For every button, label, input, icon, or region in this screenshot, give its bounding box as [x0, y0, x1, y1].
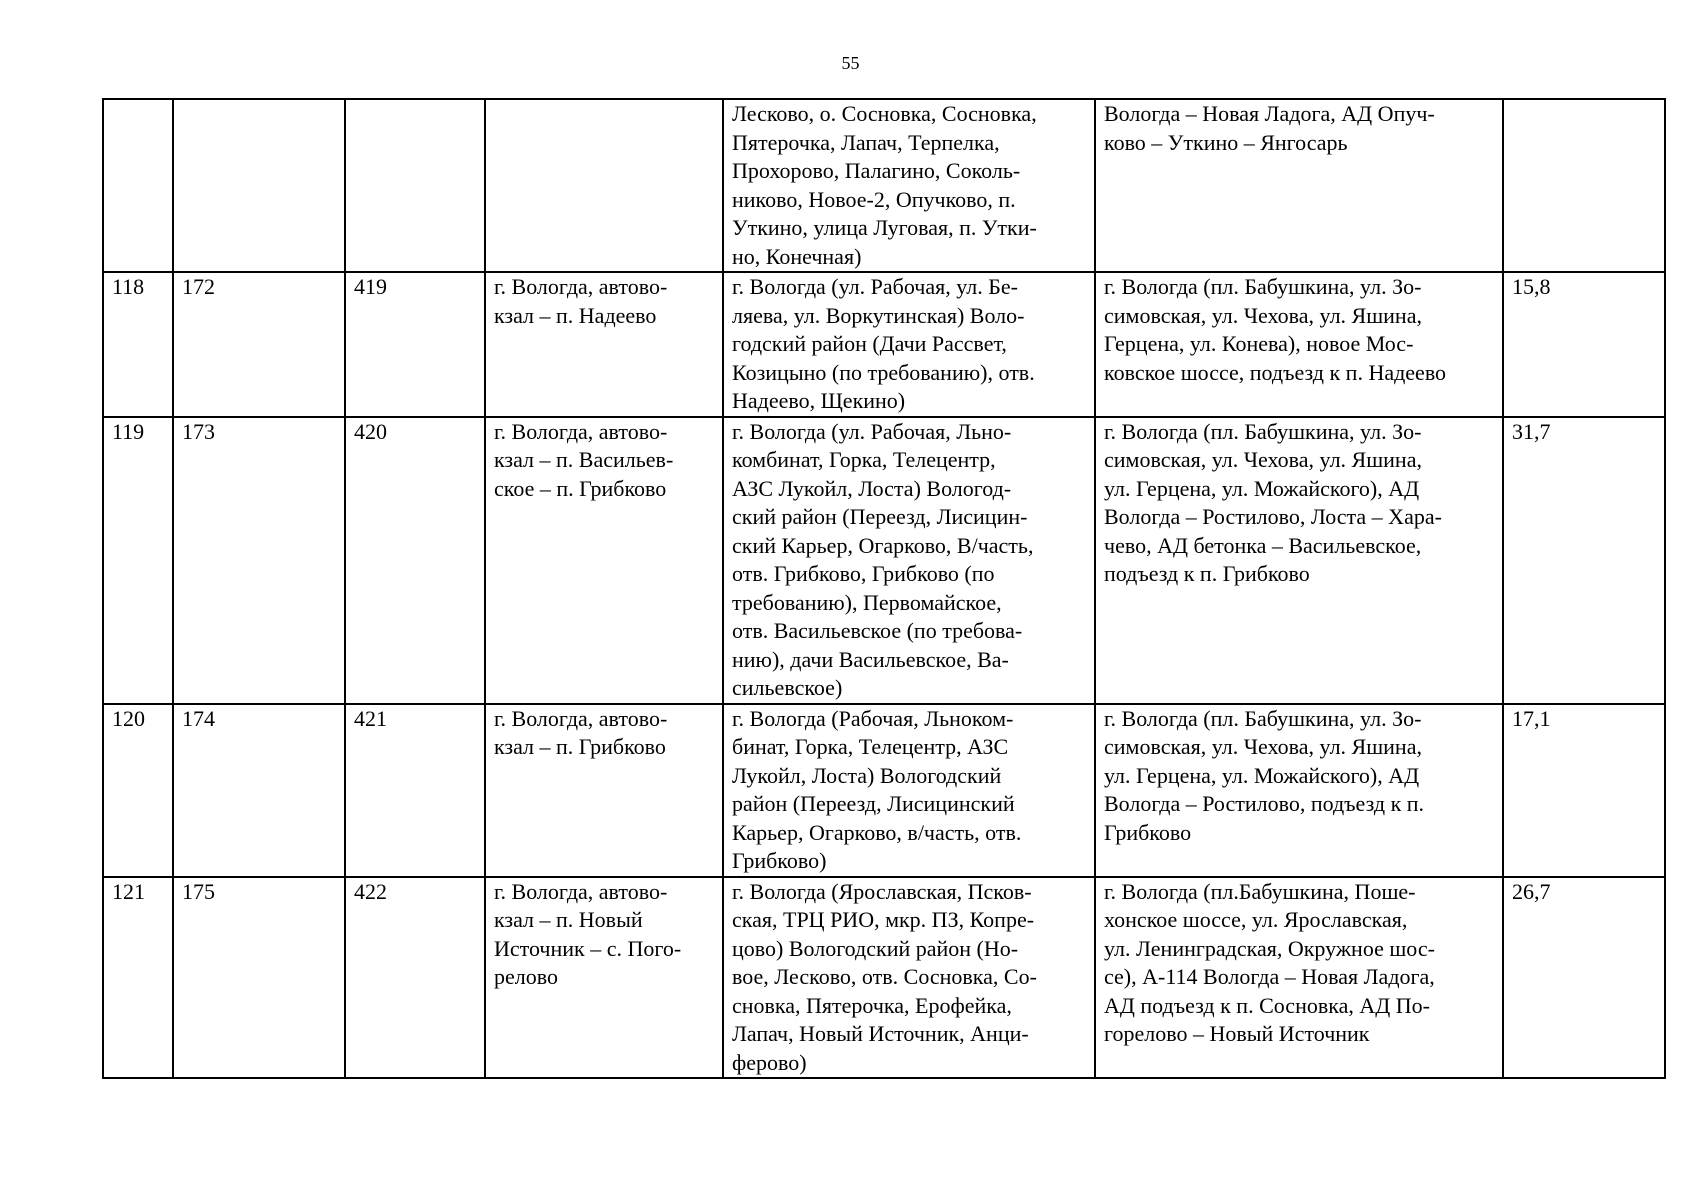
cell-route-number: 422 [345, 877, 485, 1079]
cell-stops: г. Вологда (ул. Рабочая, ул. Бе- ляева, ул. Воркутинская) Воло- годский район (Дачи Рассвет, Козицыно (по требованию), отв. Надеево, Щекино) [723, 272, 1095, 417]
cell-streets: Вологда – Новая Ладога, АД Опуч- ково – Уткино – Янгосарь [1095, 99, 1503, 272]
cell-streets: г. Вологда (пл. Бабушкина, ул. Зо- симовская, ул. Чехова, ул. Яшина, ул. Герцена, ул. Можайского), АД Вологда – Ростилово, Лоста – Хара- чево, АД бетонка – Васильевское, подъезд к п. Грибково [1095, 417, 1503, 704]
cell-registry-number: 172 [173, 272, 345, 417]
cell-length: 31,7 [1503, 417, 1665, 704]
cell-route-name [485, 99, 723, 272]
cell-stops: г. Вологда (ул. Рабочая, Льно- комбинат, Горка, Телецентр, АЗС Лукойл, Лоста) Вологод- ский район (Переезд, Лисицин- ский Карьер, Огарково, В/часть, отв. Грибково, Грибково (по требованию), Первомайское, отв. Васильевское (по требова- нию), дачи Васильевское, Ва- сильевское) [723, 417, 1095, 704]
cell-streets: г. Вологда (пл.Бабушкина, Поше- хонское шоссе, ул. Ярославская, ул. Ленинградская, Окружное шос- се), А-114 Вологда – Новая Ладога, АД подъезд к п. Сосновка, АД По- горелово – Новый Источник [1095, 877, 1503, 1079]
cell-route-name: г. Вологда, автово- кзал – п. Надеево [485, 272, 723, 417]
cell-route-name: г. Вологда, автово- кзал – п. Васильев- ское – п. Грибково [485, 417, 723, 704]
cell-length: 15,8 [1503, 272, 1665, 417]
cell-row-number: 121 [103, 877, 173, 1079]
cell-row-number: 118 [103, 272, 173, 417]
cell-stops: г. Вологда (Ярославская, Псков- ская, ТРЦ РИО, мкр. ПЗ, Копре- цово) Вологодский район (Но- вое, Лесково, отв. Сосновка, Со- сновка, Пятерочка, Ерофейка, Лапач, Новый Источник, Анци- ферово) [723, 877, 1095, 1079]
cell-registry-number [173, 99, 345, 272]
cell-length: 26,7 [1503, 877, 1665, 1079]
cell-row-number [103, 99, 173, 272]
cell-streets: г. Вологда (пл. Бабушкина, ул. Зо- симовская, ул. Чехова, ул. Яшина, ул. Герцена, ул. Можайского), АД Вологда – Ростилово, подъезд к п. Грибково [1095, 704, 1503, 877]
cell-route-number [345, 99, 485, 272]
cell-row-number: 119 [103, 417, 173, 704]
cell-row-number: 120 [103, 704, 173, 877]
cell-stops: г. Вологда (Рабочая, Льноком- бинат, Горка, Телецентр, АЗС Лукойл, Лоста) Вологодский район (Переезд, Лисицинский Карьер, Огарково, в/часть, отв. Грибково) [723, 704, 1095, 877]
cell-registry-number: 174 [173, 704, 345, 877]
table-row [103, 417, 1665, 704]
cell-registry-number: 175 [173, 877, 345, 1079]
cell-route-number: 419 [345, 272, 485, 417]
cell-streets: г. Вологда (пл. Бабушкина, ул. Зо- симовская, ул. Чехова, ул. Яшина, Герцена, ул. Конева), новое Мос- ковское шоссе, подъезд к п. Надеево [1095, 272, 1503, 417]
cell-length: 17,1 [1503, 704, 1665, 877]
page-number: 55 [841, 53, 860, 73]
cell-registry-number: 173 [173, 417, 345, 704]
cell-stops: Лесково, о. Сосновка, Сосновка, Пятерочка, Лапач, Терпелка, Прохорово, Палагино, Соколь- никово, Новое-2, Опучково, п. Уткино, улица Луговая, п. Утки- но, Конечная) [723, 99, 1095, 272]
table-row [103, 877, 1665, 1079]
cell-route-number: 421 [345, 704, 485, 877]
cell-length [1503, 99, 1665, 272]
routes-table [102, 98, 1666, 1079]
table-row [103, 99, 1665, 272]
cell-route-name: г. Вологда, автово- кзал – п. Новый Источник – с. Пого- релово [485, 877, 723, 1079]
table-row [103, 704, 1665, 877]
cell-route-number: 420 [345, 417, 485, 704]
cell-route-name: г. Вологда, автово- кзал – п. Грибково [485, 704, 723, 877]
table-row [103, 272, 1665, 417]
